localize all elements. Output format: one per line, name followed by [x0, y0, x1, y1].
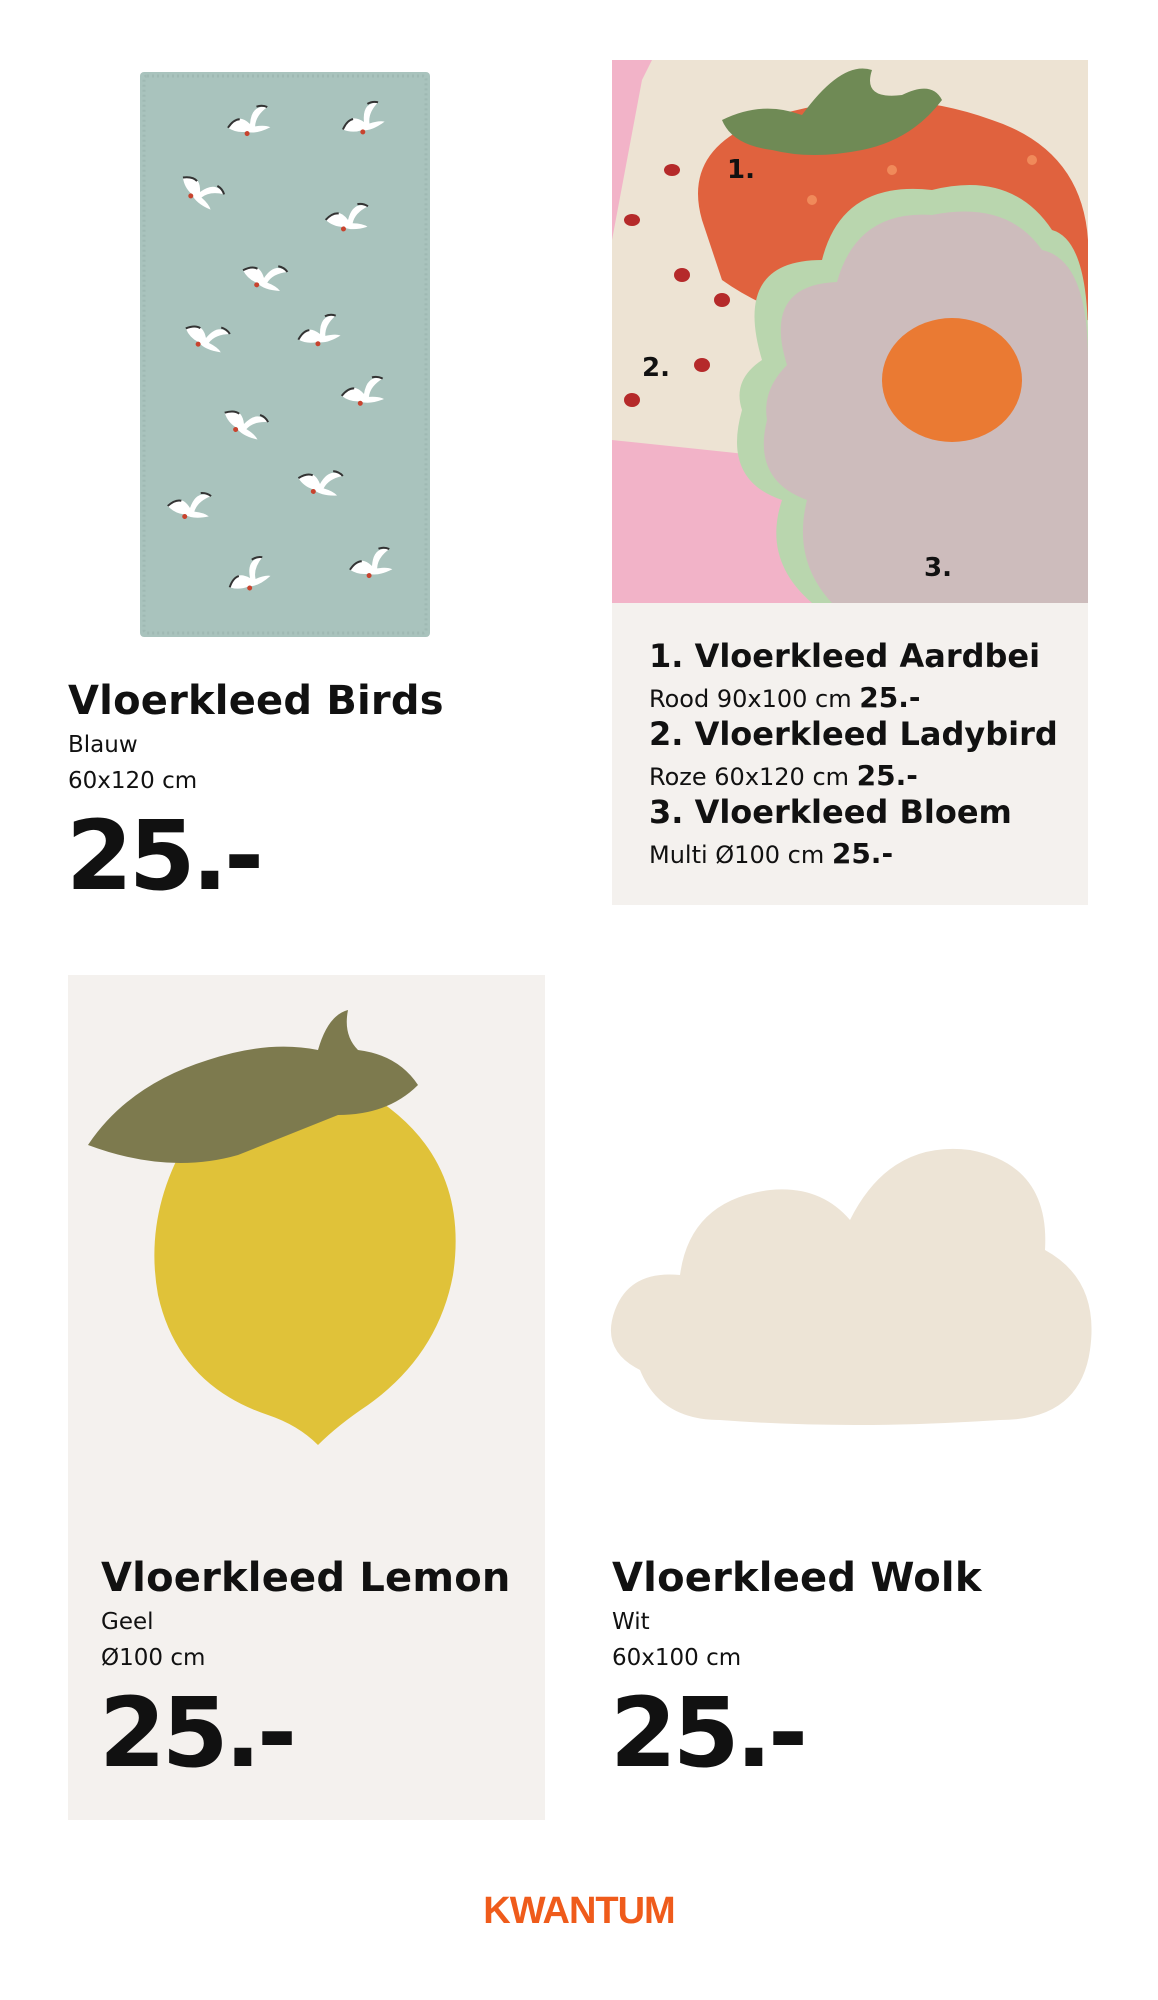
- product-color: Blauw: [68, 732, 138, 758]
- item-price: 25.-: [856, 759, 918, 792]
- item-price: 25.-: [831, 837, 894, 870]
- marker-ladybird: 2.: [642, 353, 670, 383]
- product-price: 25.-: [610, 1677, 804, 1789]
- item-detail-row: [649, 681, 920, 714]
- product-size: 60x120 cm: [68, 768, 198, 794]
- marker-flower: 3.: [924, 553, 952, 583]
- item-detail-row: [649, 837, 893, 870]
- item-detail: Rood 90x100 cm: [649, 685, 852, 713]
- product-price: 25.-: [66, 800, 260, 912]
- item-detail: Roze 60x120 cm: [649, 763, 850, 791]
- product-title: Vloerkleed Lemon: [101, 1555, 511, 1601]
- item-title: 1. Vloerkleed Aardbei: [649, 637, 1041, 675]
- product-price: 25.-: [99, 1677, 293, 1789]
- collage-image: [612, 60, 1088, 603]
- lemon-card: [68, 975, 545, 1820]
- birds-rug-image: [140, 72, 430, 637]
- item-price: 25.-: [859, 681, 921, 714]
- item-title: 3. Vloerkleed Bloem: [649, 793, 1012, 831]
- product-title: Vloerkleed Birds: [68, 678, 444, 724]
- item-title: 2. Vloerkleed Ladybird: [649, 715, 1058, 753]
- lemon-rug-image: [68, 975, 545, 1495]
- product-size: Ø100 cm: [101, 1645, 206, 1671]
- product-color: Wit: [612, 1609, 650, 1635]
- cloud-rug-image: [600, 1130, 1100, 1470]
- product-color: Geel: [101, 1609, 154, 1635]
- product-size: 60x100 cm: [612, 1645, 742, 1671]
- collage-info-panel: [612, 603, 1088, 905]
- item-detail: Multi Ø100 cm: [649, 841, 825, 869]
- product-title: Vloerkleed Wolk: [612, 1555, 982, 1601]
- brand-logo: KWANTUM: [483, 1890, 675, 1932]
- item-detail-row: [649, 759, 918, 792]
- marker-strawberry: 1.: [727, 155, 755, 185]
